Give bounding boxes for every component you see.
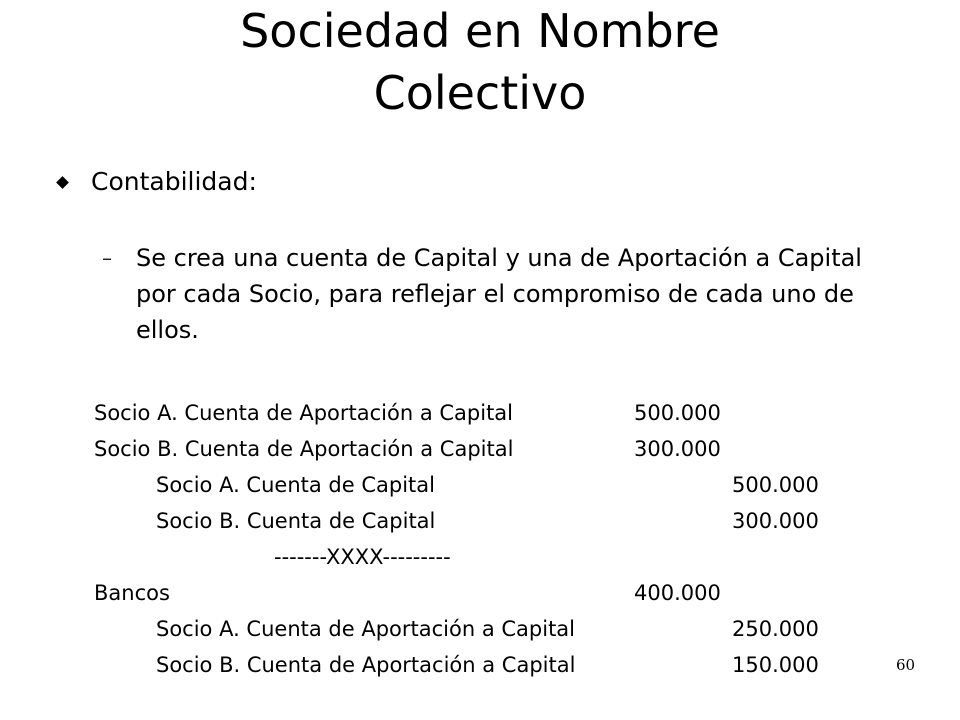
slide-number: 60 [896, 656, 916, 674]
debit-account: Socio A. Cuenta de Aportación a Capital [94, 401, 514, 425]
credit-amount: 250.000 [732, 617, 819, 641]
credit-amount: 300.000 [732, 509, 819, 533]
dash-bullet: – [102, 246, 112, 270]
sub-bullet-text: Se crea una cuenta de Capital y una de Aportación a Capital por cada Socio, para reflejar el compromiso de cada uno de ellos. [136, 244, 862, 344]
debit-account: Socio B. Cuenta de Aportación a Capital [94, 437, 514, 461]
slide-title-line-1: Sociedad en Nombre [240, 4, 720, 58]
debit-amount: 500.000 [634, 401, 721, 425]
debit-amount: 400.000 [634, 581, 721, 605]
slide-title [0, 0, 960, 124]
debit-account: Bancos [94, 581, 170, 605]
credit-account: Socio A. Cuenta de Capital [156, 473, 435, 497]
bullet-item [58, 165, 257, 199]
debit-amount: 300.000 [634, 437, 721, 461]
sub-bullet-item [102, 240, 882, 348]
credit-amount: 150.000 [732, 653, 819, 677]
credit-amount: 500.000 [732, 473, 819, 497]
credit-account: Socio B. Cuenta de Aportación a Capital [156, 653, 576, 677]
diamond-bullet-icon [56, 176, 69, 189]
entry-separator: -------XXXX--------- [274, 545, 451, 569]
slide-title-line-2: Colectivo [373, 66, 587, 120]
credit-account: Socio A. Cuenta de Aportación a Capital [156, 617, 576, 641]
credit-account: Socio B. Cuenta de Capital [156, 509, 436, 533]
bullet-text: Contabilidad: [91, 167, 257, 196]
